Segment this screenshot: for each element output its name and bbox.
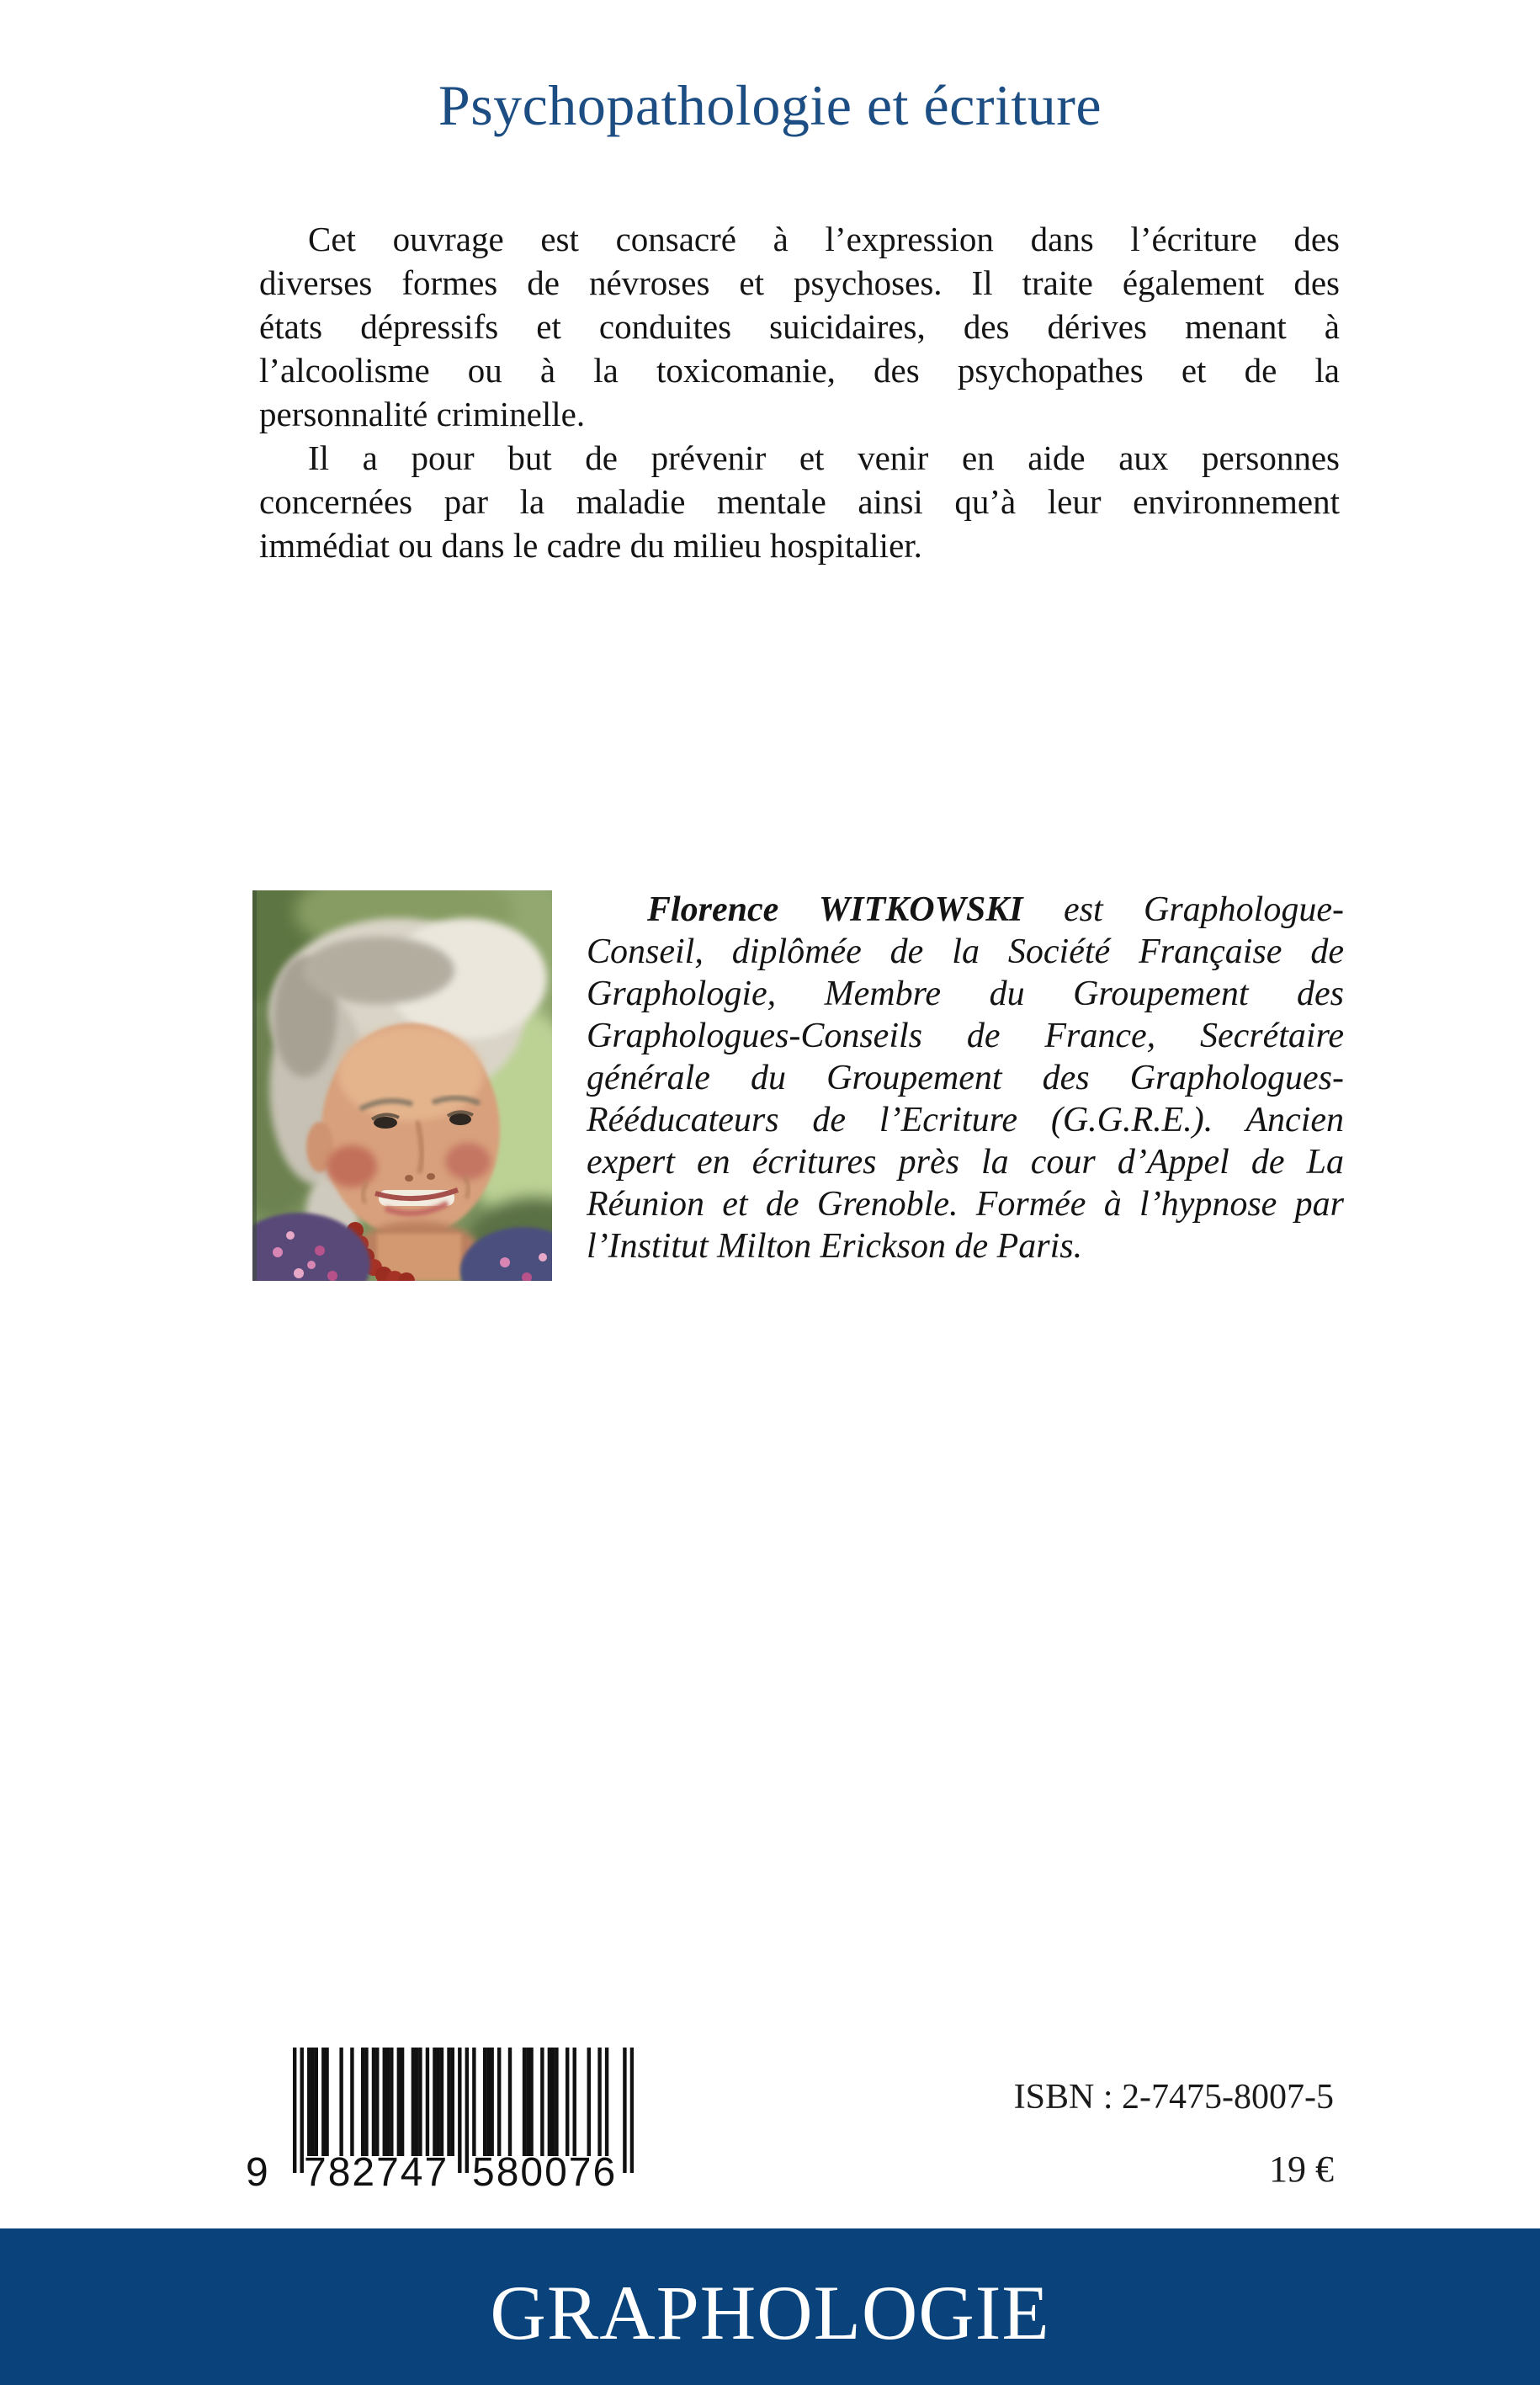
barcode-digits-right: 580076 bbox=[472, 2151, 618, 2195]
bio-line: générale du Groupement des Graphologues- bbox=[587, 1059, 1344, 1097]
price-label: 19 € bbox=[1269, 2149, 1334, 2190]
synopsis-line: l’alcoolisme ou à la toxicomanie, des psychopathes et de la bbox=[259, 351, 1340, 390]
bio-line: Graphologie, Membre du Groupement des bbox=[587, 975, 1344, 1013]
bio-line bbox=[587, 889, 1344, 931]
barcode-prefix-digit: 9 bbox=[246, 2150, 268, 2195]
synopsis-line: diverses formes de névroses et psychoses. Il traite également des bbox=[259, 263, 1340, 302]
bio-line: Graphologues-Conseils de France, Secrétaire bbox=[587, 1017, 1344, 1055]
synopsis bbox=[259, 217, 1340, 567]
synopsis-line: immédiat ou dans le cadre du milieu hospitalier. bbox=[259, 526, 922, 565]
barcode-digits-left: 782747 bbox=[304, 2151, 449, 2195]
synopsis-line: états dépressifs et conduites suicidaires, des dérives menant à bbox=[259, 307, 1340, 346]
bio-line-text: est Graphologue- bbox=[1022, 890, 1344, 929]
collection-title: GRAPHOLOGIE bbox=[490, 2270, 1050, 2356]
synopsis-line: Cet ouvrage est consacré à l’expression dans l’écriture des bbox=[308, 220, 1340, 258]
isbn-label: ISBN : 2-7475-8007-5 bbox=[1013, 2078, 1334, 2117]
bio-line: Rééducateurs de l’Ecriture (G.G.R.E.). Ancien bbox=[587, 1101, 1344, 1139]
bio-line: Conseil, diplômée de la Société Française de bbox=[587, 932, 1344, 971]
synopsis-line: Il a pour but de prévenir et venir en aide aux personnes bbox=[308, 438, 1340, 477]
book-title: Psychopathologie et écriture bbox=[438, 73, 1102, 137]
author-photo-image bbox=[252, 890, 552, 1281]
synopsis-line: concernées par la maladie mentale ainsi qu’à leur environnement bbox=[259, 482, 1340, 521]
bio-line: Réunion et de Grenoble. Formée à l’hypnose par bbox=[587, 1185, 1344, 1224]
bio-line: l’Institut Milton Erickson de Paris. bbox=[587, 1227, 1083, 1266]
author-name: Florence WITKOWSKI bbox=[647, 890, 1023, 929]
author-bio bbox=[587, 889, 1344, 1267]
author-photo bbox=[252, 890, 552, 1281]
collection-band bbox=[0, 2228, 1540, 2385]
synopsis-line: personnalité criminelle. bbox=[259, 395, 586, 433]
bio-line: expert en écritures près la cour d’Appel de La bbox=[587, 1143, 1344, 1182]
